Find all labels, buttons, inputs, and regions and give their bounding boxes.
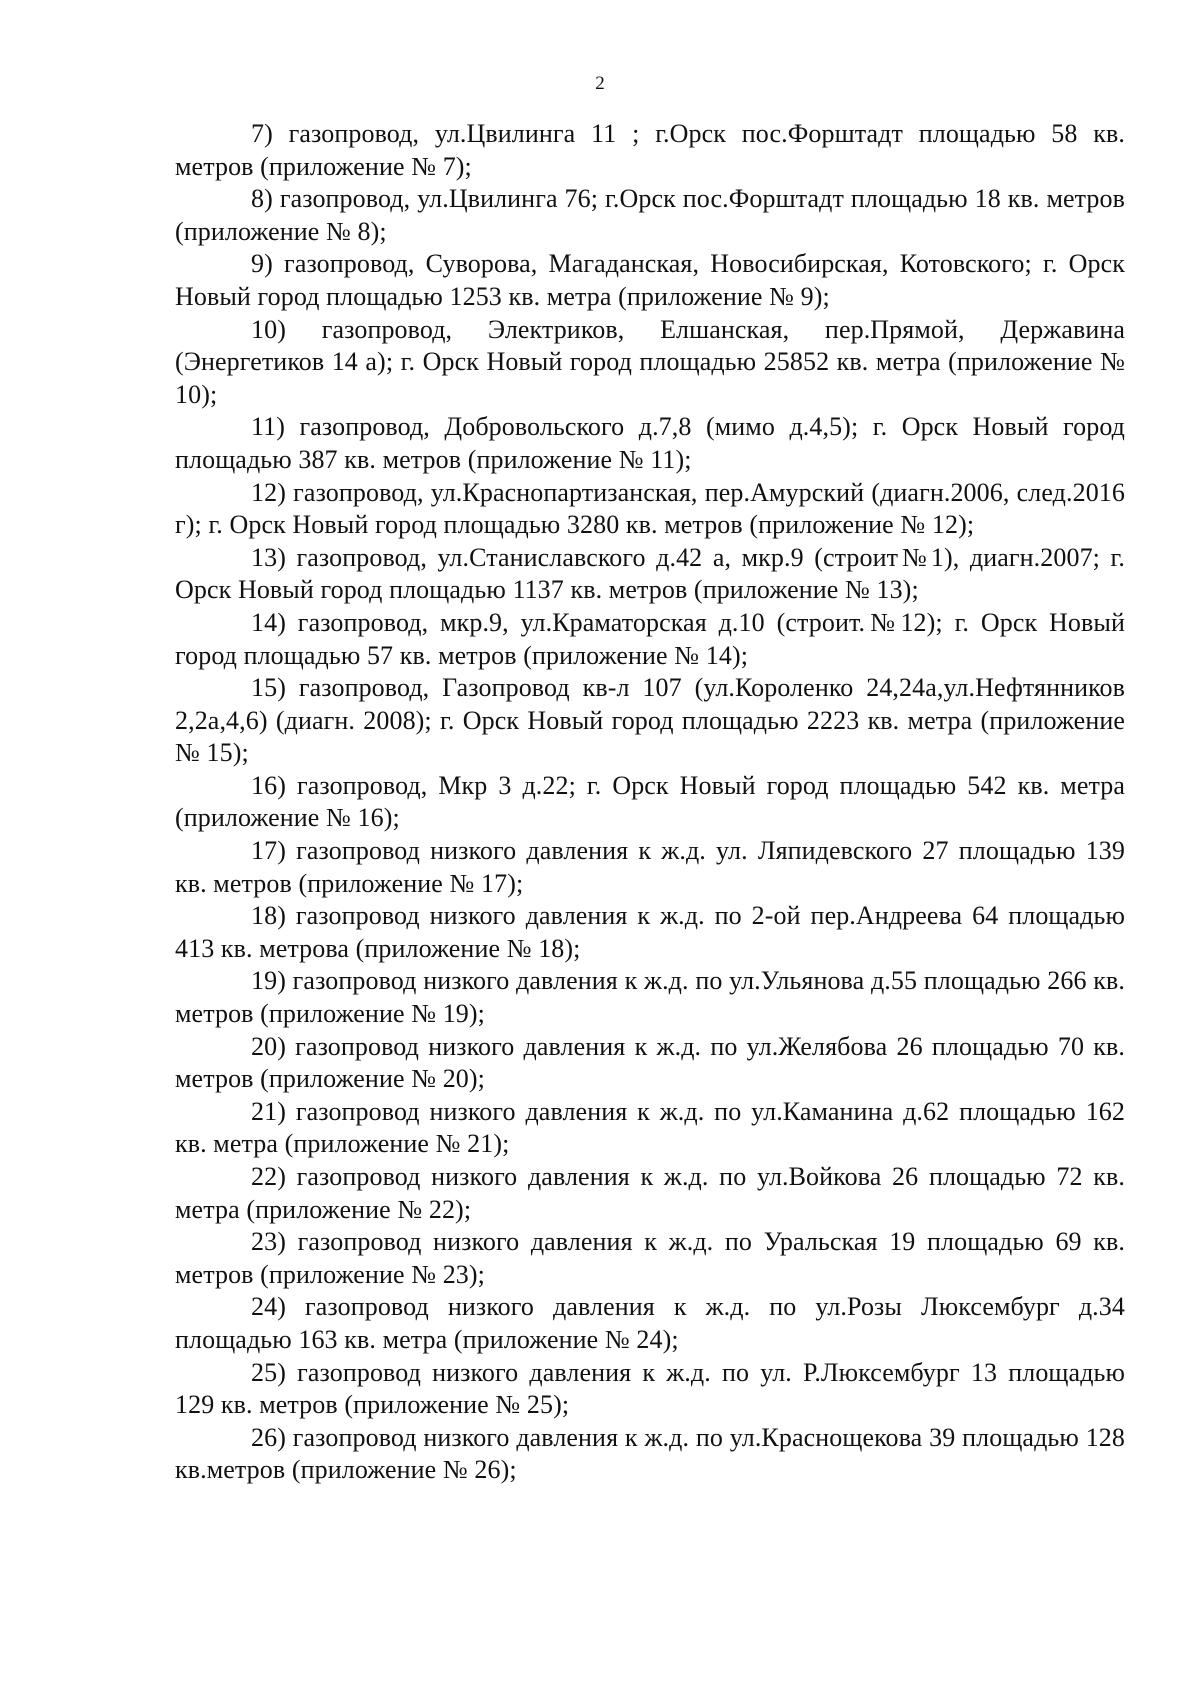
list-item: 8) газопровод, ул.Цвилинга 76; г.Орск пос.Форштадт площадью 18 кв. метров (приложение № 8); [175,184,1125,246]
list-item: 16) газопровод, Мкр 3 д.22; г. Орск Новый город площадью 542 кв. метра (приложение № 16); [175,770,1125,833]
list-item: 20) газопровод низкого давления к ж.д. по ул.Желябова 26 площадью 70 кв. метров (приложение № 20); [175,1031,1125,1094]
list-item: 26) газопровод низкого давления к ж.д. по ул.Краснощекова 39 площадью 128 кв.метров (приложение № 26); [175,1422,1125,1485]
page-number: 2 [595,73,605,94]
list-item: 24) газопровод низкого давления к ж.д. по ул.Розы Люксембург д.34 площадью 163 кв. метра (приложение № 24); [175,1292,1125,1354]
list-item: 13) газопровод, ул.Станиславского д.42 а, мкр.9 (строит№1), диагн.2007; г. Орск Новый город площадью 1137 кв. метров (приложение № 13); [175,542,1125,605]
list-item: 10) газопровод, Электриков, Елшанская, пер.Прямой, Державина (Энергетиков 14 а); г. Орск Новый город площадью 25852 кв. метра (приложение № 10); [175,314,1125,409]
list-item: 17) газопровод низкого давления к ж.д. ул. Ляпидевского 27 площадью 139 кв. метров (приложение № 17); [175,836,1125,898]
list-item: 23) газопровод низкого давления к ж.д. по Уральская 19 площадью 69 кв. метров (приложение № 23); [175,1227,1125,1289]
list-item: 22) газопровод низкого давления к ж.д. по ул.Войкова 26 площадью 72 кв. метра (приложение № 22); [175,1162,1125,1224]
list-item: 7) газопровод, ул.Цвилинга 11 ; г.Орск пос.Форштадт площадью 58 кв. метров (приложение № 7); [175,119,1125,181]
list-item: 21) газопровод низкого давления к ж.д. по ул.Каманина д.62 площадью 162 кв. метра (приложение № 21); [175,1096,1125,1159]
document-body [175,118,1125,1487]
list-item: 11) газопровод, Добровольского д.7,8 (мимо д.4,5); г. Орск Новый город площадью 387 кв. метров (приложение № 11); [175,412,1125,474]
list-item: 15) газопровод, Газопровод кв-л 107 (ул.Короленко 24,24а,ул.Нефтянников 2,2а,4,6) (диагн. 2008); г. Орск Новый город площадью 2223 кв. метра (приложение № 15); [175,673,1125,768]
list-item: 25) газопровод низкого давления к ж.д. по ул. Р.Люксембург 13 площадью 129 кв. метров (приложение № 25); [175,1357,1125,1420]
list-item: 14) газопровод, мкр.9, ул.Краматорская д.10 (строит.№12); г. Орск Новый город площадью 57 кв. метров (приложение № 14); [175,607,1125,670]
list-item: 9) газопровод, Суворова, Магаданская, Новосибирская, Котовского; г. Орск Новый город площадью 1253 кв. метра (приложение № 9); [175,249,1125,311]
list-item: 12) газопровод, ул.Краснопартизанская, пер.Амурский (диагн.2006, след.2016 г); г. Орск Новый город площадью 3280 кв. метров (приложение № 12); [175,477,1125,540]
list-item: 19) газопровод низкого давления к ж.д. по ул.Ульянова д.55 площадью 266 кв. метров (приложение № 19); [175,966,1125,1029]
list-item: 18) газопровод низкого давления к ж.д. по 2-ой пер.Андреева 64 площадью 413 кв. метрова (приложение № 18); [175,901,1125,963]
